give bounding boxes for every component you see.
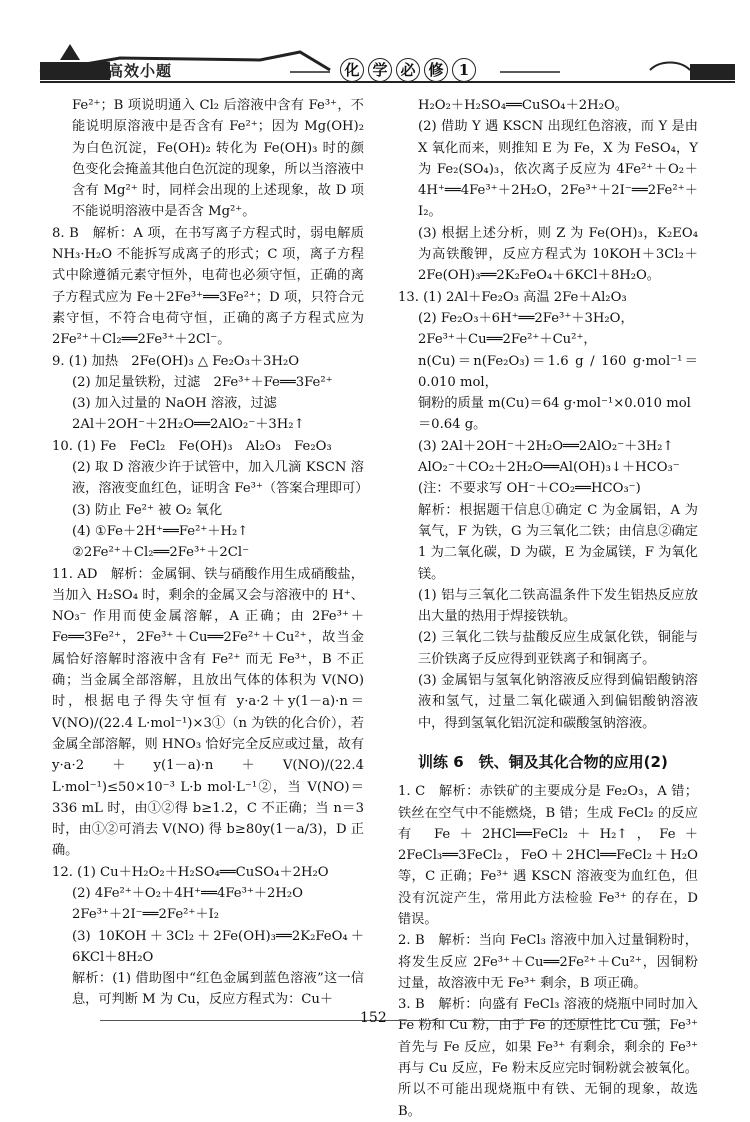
paragraph: Fe²⁺；B 项说明通入 Cl₂ 后溶液中含有 Fe³⁺，不能说明原溶液中是否含有 Fe²⁺；因为 Mg(OH)₂ 为白色沉淀，Fe(OH)₂ 转化为 Fe(OH)₃ 时的颜色变化会掩盖其他白色沉淀的现象，所以当溶液中含有 Mg²⁺ 时，同样会出现的上述现象，故 D 项不能说明溶液中是否含 Mg²⁺。 [72, 98, 364, 220]
answer-2: 2. B 解析：当向 FeCl₃ 溶液中加入过量铜粉时，将发生反应 2Fe³⁺＋Cu══2Fe²⁺＋Cu²⁺，因铜粉过量，故溶液中无 Fe³⁺ 剩余，B 项正确。 [398, 933, 698, 991]
subject-char: 必 [396, 58, 420, 82]
answer-line: (3) 10KOH＋3Cl₂＋2Fe(OH)₃══2K₂FeO₄＋6KCl＋8H₂O [72, 928, 364, 965]
answer-13: 13. (1) 2Al＋Fe₂O₃ 高温 2Fe＋Al₂O₃ [398, 289, 627, 305]
answer-line: (2) Fe₂O₃＋6H⁺══2Fe³⁺＋3H₂O， [418, 310, 634, 326]
answer-11: 11. AD 解析：金属铜、铁与硝酸作用生成硝酸盐，当加入 H₂SO₄ 时，剩余的金属又会与溶液中的 H⁺、NO₃⁻ 作用而使金属溶解，A 正确；由 2Fe³⁺＋Fe══3Fe²⁺，2Fe³⁺＋Cu══2Fe²⁺＋Cu²⁺，故当金属恰好溶解时溶液中含有 Fe²⁺ 而无 Fe³⁺，B 不正确；当金属全部溶解，且放出气体的体积为 V(NO) 时，根据电子得失守恒有 y·a·2＋y(1－a)·n＝V(NO)/(22.4 L·mol⁻¹)×3①（n 为铁的化合价），若金属全部溶解，则 HNO₃ 恰好完全反应或过量，故有 y·a·2＋y(1－a)·n＋V(NO)/(22.4 L·mol⁻¹)≤50×10⁻³ L·b mol·L⁻¹②，当 V(NO)＝336 mL 时，由①②得 b≥1.2，C 不正确；当 n＝3 时，由①②可消去 V(NO) 得 b≥80y(1－a/3)，D 正确。 [52, 566, 364, 859]
answer-line: (3) 防止 Fe²⁺ 被 O₂ 氧化 [72, 502, 223, 518]
answer-line: (3) 加入过量的 NaOH 溶液，过滤 [72, 396, 277, 412]
answer-line: (2) 加足量铁粉，过滤 2Fe³⁺＋Fe══3Fe²⁺ [72, 374, 333, 390]
answer-9: 9. (1) 加热 2Fe(OH)₃ △ Fe₂O₃＋3H₂O [52, 353, 300, 369]
subject-char: 修 [424, 58, 448, 82]
answer-8: 8. B 解析：A 项，在书写离子方程式时，弱电解质 NH₃·H₂O 不能拆写成离子的形式；C 项，离子方程式中除遵循元素守恒外，电荷也必须守恒，正确的离子方程式应为 Fe＋2Fe³⁺══3Fe²⁺；D 项，只符合元素守恒，不符合电荷守恒，正确的离子方程式应为 2Fe²⁺＋Cl₂══2Fe³⁺＋2Cl⁻。 [52, 225, 364, 348]
analysis: (2) 三氧化二铁与盐酸反应生成氯化铁，铜能与三价铁离子反应得到亚铁离子和铜离子。 [418, 630, 698, 667]
answer-line: 2Al＋2OH⁻＋2H₂O══2AlO₂⁻＋3H₂↑ [72, 417, 305, 433]
page-number: 152 [360, 1010, 387, 1026]
answer-line: 2Fe³⁺＋2I⁻══2Fe²⁺＋I₂ [72, 907, 220, 923]
answer-line: (注：不要求写 OH⁻＋CO₂══HCO₃⁻) [418, 481, 641, 497]
answer-line: H₂O₂＋H₂SO₄══CuSO₄＋2H₂O。 [418, 98, 628, 113]
answer-line: AlO₂⁻＋CO₂＋2H₂O══Al(OH)₃↓＋HCO₃⁻ [418, 460, 680, 476]
answer-line: (2) 4Fe²⁺＋O₂＋4H⁺══4Fe³⁺＋2H₂O [72, 885, 303, 901]
subject-char: 化 [340, 58, 364, 82]
page-header [0, 0, 750, 95]
analysis: 解析：根据题干信息①确定 C 为金属铝，A 为氧气，F 为铁，G 为三氧化二铁；由信息②确定 1 为二氧化碳，D 为碳，E 为金属镁，F 为氧化镁。 [418, 502, 698, 582]
answer-line: 解析：(1) 借助图中“红色金属到蓝色溶液”这一信息，可判断 M 为 Cu，反应方程式为：Cu＋ [72, 971, 364, 1008]
answer-line: (3) 2Al＋2OH⁻＋2H₂O══2AlO₂⁻＋3H₂↑ [418, 438, 674, 454]
subject-badges [340, 58, 476, 82]
answer-line: (2) 借助 Y 遇 KSCN 出现红色溶液，而 Y 是由 X 氧化而来，则推知 E 为 Fe，X 为 FeSO₄，Y 为 Fe₂(SO₄)₃，依次离子反应为 4Fe²⁺＋O₂＋4H⁺══4Fe³⁺＋2H₂O，2Fe³⁺＋2I⁻══2Fe²⁺＋I₂。 [418, 119, 698, 220]
subject-char: 学 [368, 58, 392, 82]
answer-line: (2) 取 D 溶液少许于试管中，加入几滴 KSCN 溶液，溶液变血红色，证明含 Fe³⁺（答案合理即可） [72, 460, 369, 497]
answer-12: 12. (1) Cu＋H₂O₂＋H₂SO₄══CuSO₄＋2H₂O [52, 864, 329, 880]
answer-line: ②2Fe²⁺＋Cl₂══2Fe³⁺＋2Cl⁻ [72, 545, 250, 561]
answer-3: 3. B 解析：向盛有 FeCl₃ 溶液的烧瓶中同时加入 Fe 粉和 Cu 粉，由于 Fe 的还原性比 Cu 强，Fe³⁺ 首先与 Fe 反应，如果 Fe³⁺ 有剩余，剩余的 Fe³⁺ 再与 Cu 反应，Fe 粉末反应完时铜粉就会被氧化。所以不可能出现烧瓶中有铁、无铜的现象，故选 B。 [398, 997, 698, 1119]
answer-line: (4) ①Fe＋2H⁺══Fe²⁺＋H₂↑ [72, 523, 249, 539]
answer-line: (3) 根据上述分析，则 Z 为 Fe(OH)₃，K₂EO₄ 为高铁酸钾，反应方程式为 10KOH＋3Cl₂＋2Fe(OH)₃══2K₂FeO₄＋6KCl＋8H₂O。 [418, 225, 698, 284]
answer-10: 10. (1) Fe FeCl₂ Fe(OH)₃ Al₂O₃ Fe₂O₃ [52, 438, 332, 454]
analysis: (3) 金属铝与氢氧化钠溶液反应得到偏铝酸钠溶液和氢气，过量二氧化碳通入到偏铝酸钠溶液中，得到氢氧化铝沉淀和碳酸氢钠溶液。 [418, 673, 698, 731]
subject-char: 1 [452, 58, 476, 82]
answer-line: n(Cu)＝n(Fe₂O₃)＝1.6 g / 160 g·mol⁻¹＝0.010 mol， [418, 353, 698, 390]
answer-line: 2Fe³⁺＋Cu══2Fe²⁺＋Cu²⁺， [418, 332, 597, 348]
section-title: 训练 6 铁、铜及其化合物的应用(2) [418, 752, 668, 771]
right-column [398, 95, 698, 1122]
analysis: (1) 铝与三氧化二铁高温条件下发生铝热反应放出大量的热用于焊接铁轨。 [418, 587, 698, 625]
answer-1: 1. C 解析：赤铁矿的主要成分是 Fe₂O₃，A 错；铁丝在空气中不能燃烧，B 错；生成 FeCl₂ 的反应有 Fe＋2HCl══FeCl₂＋H₂↑，Fe＋2FeCl₃══3FeCl₂，FeO＋2HCl══FeCl₂＋H₂O 等，C 正确；Fe³⁺ 遇 KSCN 溶液变为血红色，但没有沉淀产生，常用此方法检验 Fe³⁺ 的存在，D 错误。 [398, 784, 698, 927]
brand-title: 高效小题 [108, 62, 173, 80]
answer-line: ＝0.64 g。 [418, 417, 487, 433]
answer-line: 铜粉的质量 m(Cu)＝64 g·mol⁻¹×0.010 mol [418, 396, 691, 412]
left-column [52, 95, 369, 1011]
